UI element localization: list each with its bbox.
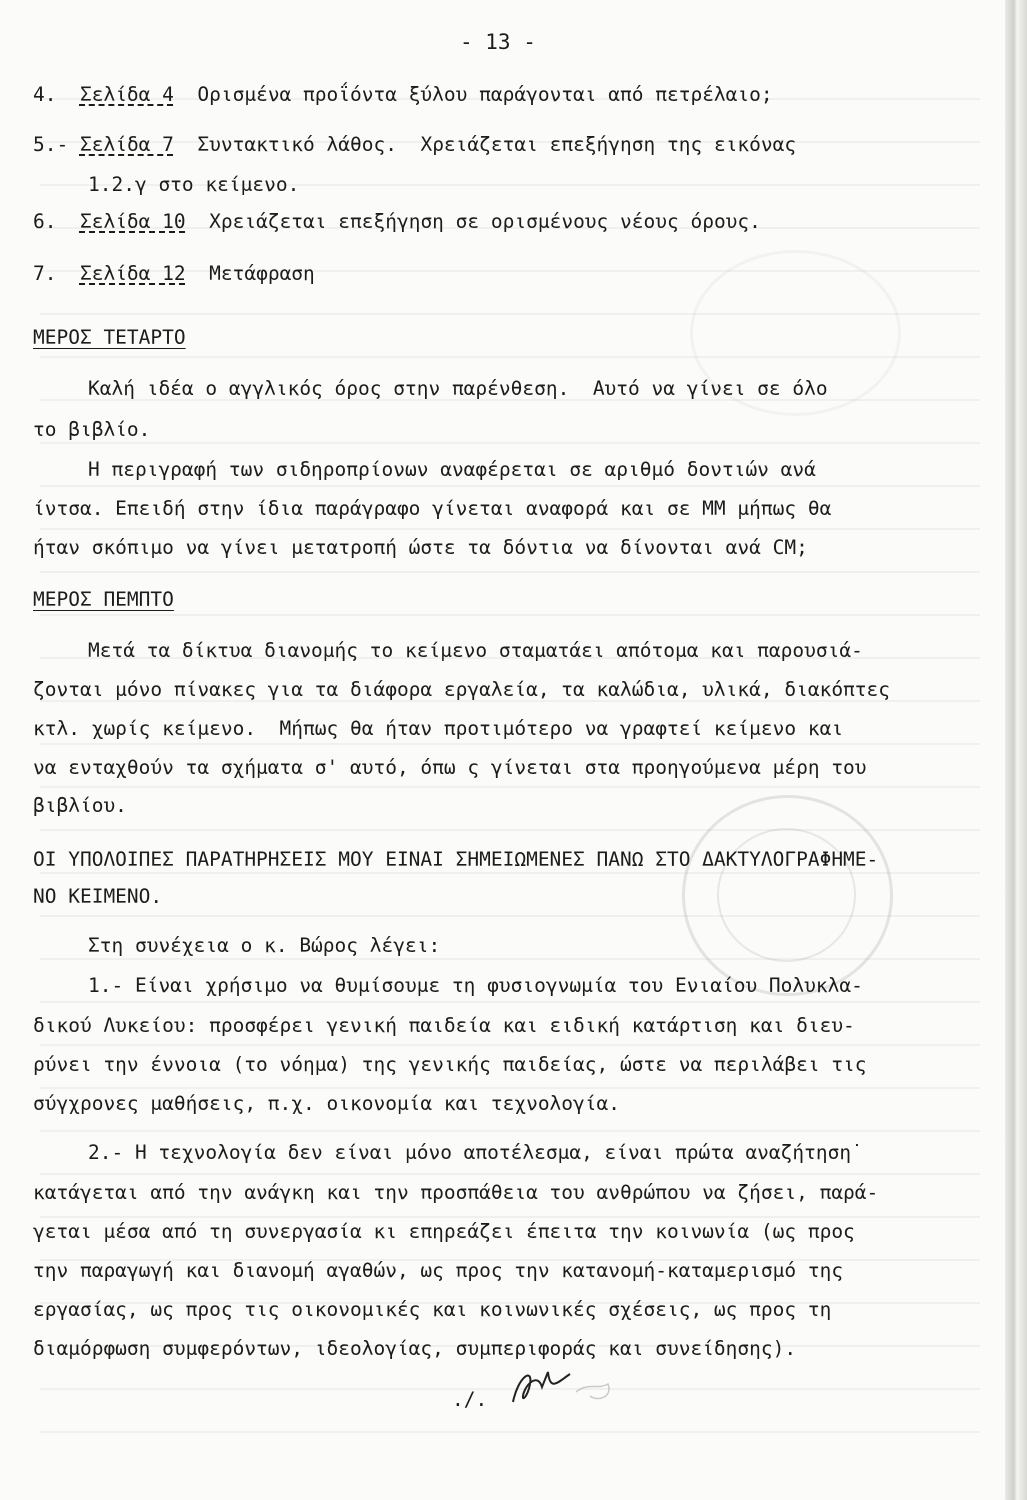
page-edge <box>1005 0 1027 1500</box>
part5-line-2: ζονται μόνο πίνακες για τα διάφορα εργαλεία, τα καλώδια, υλικά, διακόπτες <box>33 678 891 701</box>
note-5-continuation: 1.2.γ στο κείμενο. <box>88 173 300 196</box>
point2-line-6: διαμόρφωση συμφερόντων, ιδεολογίας, συμπεριφοράς και συνείδησης). <box>33 1337 797 1360</box>
point2-line-4: την παραγωγή και διανομή αγαθών, ως προς την κατανομή-καταμερισμό της <box>33 1259 844 1282</box>
continuation-mark: ./. <box>452 1388 488 1411</box>
part4-line-5: ήταν σκόπιμο να γίνει μετατροπή ώστε τα δόντια να δίνονται ανά CM; <box>33 536 808 559</box>
note-7: 7. Σελίδα 12 Μετάφραση <box>33 262 315 285</box>
part5-line-5: βιβλίου. <box>33 794 127 817</box>
point1-line-1: 1.- Είναι χρήσιμο να θυμίσουμε τη φυσιογνωμία του Ενιαίου Πολυκλα- <box>88 974 863 997</box>
part5-line-4: να ενταχθούν τα σχήματα σ' αυτό, όπω ς γίνεται στα προηγούμενα μέρη του <box>33 756 867 779</box>
heading-part-4: ΜΕΡΟΣ ΤΕΤΑΡΤΟ <box>33 326 186 349</box>
point2-line-2: κατάγεται από την ανάγκη και την προσπάθεια του ανθρώπου να ζήσει, παρά- <box>33 1181 879 1204</box>
remaining-remarks-line-2: ΝΟ ΚΕΙΜΕΝΟ. <box>33 885 163 908</box>
part4-line-4: ίντσα. Επειδή στην ίδια παράγραφο γίνεται αναφορά και σε ΜΜ μήπως θα <box>33 497 832 520</box>
note-6: 6. Σελίδα 10 Χρειάζεται επεξήγηση σε ορισμένους νέους όρους. <box>33 210 761 233</box>
handwritten-signature <box>458 1362 638 1422</box>
point1-line-3: ρύνει την έννοια (το νόημα) της γενικής παιδείας, ώστε να περιλάβει τις <box>33 1053 867 1076</box>
part5-line-1: Μετά τα δίκτυα διανομής το κείμενο σταματάει απότομα και παρουσιά- <box>88 639 863 662</box>
part5-line-3: κτλ. χωρίς κείμενο. Μήπως θα ήταν προτιμότερο να γραφτεί κείμενο και <box>33 717 844 740</box>
note-5: 5.- Σελίδα 7 Συντακτικό λάθος. Χρειάζεται επεξήγηση της εικόνας <box>33 133 797 156</box>
remaining-remarks-line-1: ΟΙ ΥΠΟΛΟΙΠΕΣ ΠΑΡΑΤΗΡΗΣΕΙΣ ΜΟΥ ΕΙΝΑΙ ΣΗΜΕΙΩΜΕΝΕΣ ΠΑΝΩ ΣΤΟ ΔΑΚΤΥΛΟΓΡΑΦΗΜΕ- <box>33 848 879 871</box>
part4-line-3: Η περιγραφή των σιδηροπρίονων αναφέρεται σε αριθμό δοντιών ανά <box>88 458 816 481</box>
page-number: - 13 - <box>460 30 536 54</box>
point1-line-4: σύγχρονες μαθήσεις, π.χ. οικονομία και τεχνολογία. <box>33 1092 620 1115</box>
point2-line-5: εργασίας, ως προς τις οικονομικές και κοινωνικές σχέσεις, ως προς τη <box>33 1298 832 1321</box>
part4-line-2: το βιβλίο. <box>33 418 151 441</box>
point1-line-2: δικού Λυκείου: προσφέρει γενική παιδεία και ειδική κατάρτιση και διευ- <box>33 1014 855 1037</box>
point2-line-1: 2.- Η τεχνολογία δεν είναι μόνο αποτέλεσμα, είναι πρώτα αναζήτηση˙ <box>88 1141 863 1164</box>
heading-part-5: ΜΕΡΟΣ ΠΕΜΠΤΟ <box>33 588 174 611</box>
part4-line-1: Καλή ιδέα ο αγγλικός όρος στην παρένθεση. Αυτό να γίνει σε όλο <box>88 377 828 400</box>
point2-line-3: γεται μέσα από τη συνεργασία κι επηρεάζει έπειτα την κοινωνία (ως προς <box>33 1220 855 1243</box>
note-4: 4. Σελίδα 4 Ορισμένα προΐόντα ξύλου παράγονται από πετρέλαιο; <box>33 83 773 106</box>
official-stamp <box>682 795 893 996</box>
speaker-intro: Στη συνέχεια ο κ. Βώρος λέγει: <box>88 934 441 957</box>
